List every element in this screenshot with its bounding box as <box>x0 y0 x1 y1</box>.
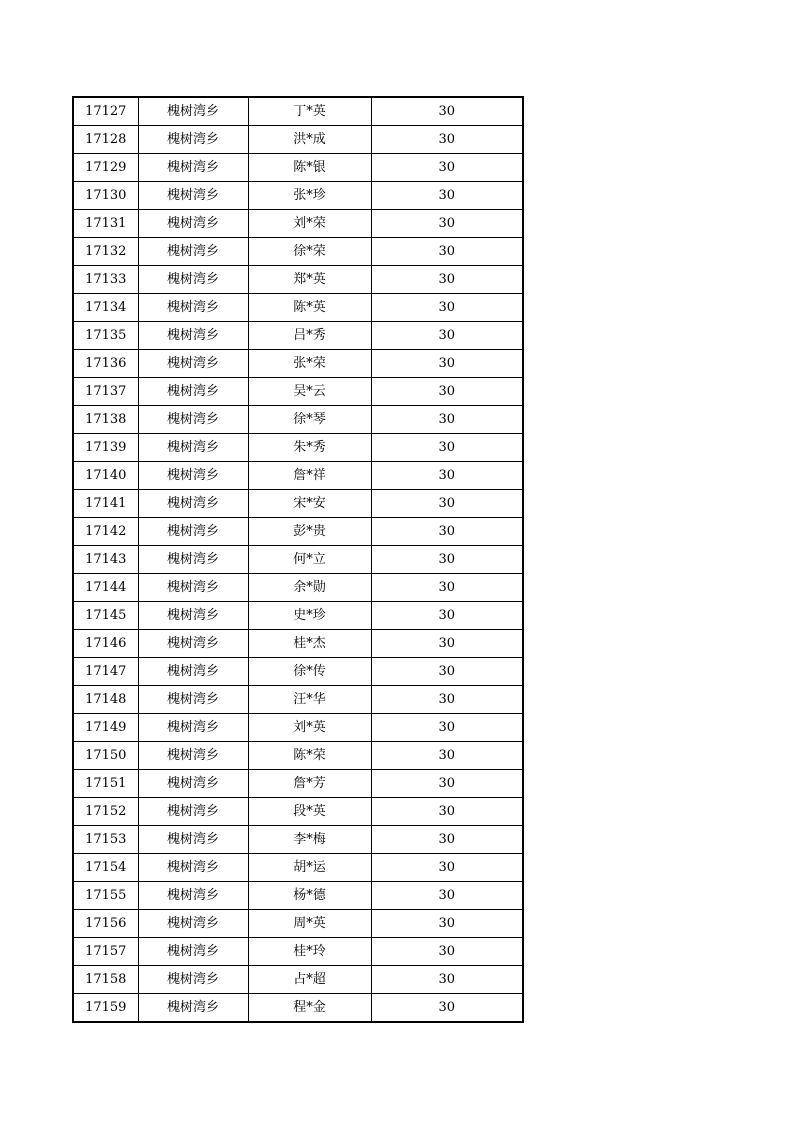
person-name-cell: 何*立 <box>248 546 371 574</box>
amount-cell: 30 <box>371 97 523 126</box>
table-row <box>73 938 523 966</box>
person-name-cell: 程*金 <box>248 994 371 1023</box>
amount-cell: 30 <box>371 490 523 518</box>
amount-cell: 30 <box>371 322 523 350</box>
amount-cell: 30 <box>371 714 523 742</box>
township-cell: 槐树湾乡 <box>138 630 248 658</box>
person-name-cell: 周*英 <box>248 910 371 938</box>
table-row <box>73 546 523 574</box>
person-name-cell: 桂*杰 <box>248 630 371 658</box>
table-row <box>73 182 523 210</box>
table-row <box>73 518 523 546</box>
row-id-cell: 17149 <box>73 714 138 742</box>
township-cell: 槐树湾乡 <box>138 854 248 882</box>
township-cell: 槐树湾乡 <box>138 434 248 462</box>
row-id-cell: 17134 <box>73 294 138 322</box>
row-id-cell: 17137 <box>73 378 138 406</box>
table-row <box>73 658 523 686</box>
table-row <box>73 434 523 462</box>
township-cell: 槐树湾乡 <box>138 322 248 350</box>
row-id-cell: 17139 <box>73 434 138 462</box>
amount-cell: 30 <box>371 350 523 378</box>
amount-cell: 30 <box>371 658 523 686</box>
person-name-cell: 史*珍 <box>248 602 371 630</box>
township-cell: 槐树湾乡 <box>138 966 248 994</box>
person-name-cell: 段*英 <box>248 798 371 826</box>
amount-cell: 30 <box>371 546 523 574</box>
person-name-cell: 陈*荣 <box>248 742 371 770</box>
amount-cell: 30 <box>371 238 523 266</box>
amount-cell: 30 <box>371 518 523 546</box>
township-cell: 槐树湾乡 <box>138 770 248 798</box>
township-cell: 槐树湾乡 <box>138 97 248 126</box>
person-name-cell: 徐*荣 <box>248 238 371 266</box>
township-cell: 槐树湾乡 <box>138 658 248 686</box>
township-cell: 槐树湾乡 <box>138 294 248 322</box>
row-id-cell: 17140 <box>73 462 138 490</box>
amount-cell: 30 <box>371 798 523 826</box>
township-cell: 槐树湾乡 <box>138 574 248 602</box>
table-row <box>73 854 523 882</box>
amount-cell: 30 <box>371 742 523 770</box>
row-id-cell: 17147 <box>73 658 138 686</box>
row-id-cell: 17154 <box>73 854 138 882</box>
township-cell: 槐树湾乡 <box>138 490 248 518</box>
amount-cell: 30 <box>371 602 523 630</box>
township-cell: 槐树湾乡 <box>138 210 248 238</box>
township-cell: 槐树湾乡 <box>138 882 248 910</box>
township-cell: 槐树湾乡 <box>138 686 248 714</box>
township-cell: 槐树湾乡 <box>138 126 248 154</box>
amount-cell: 30 <box>371 434 523 462</box>
amount-cell: 30 <box>371 210 523 238</box>
row-id-cell: 17155 <box>73 882 138 910</box>
township-cell: 槐树湾乡 <box>138 378 248 406</box>
row-id-cell: 17159 <box>73 994 138 1023</box>
row-id-cell: 17136 <box>73 350 138 378</box>
amount-cell: 30 <box>371 182 523 210</box>
table-row <box>73 798 523 826</box>
table-row <box>73 742 523 770</box>
row-id-cell: 17150 <box>73 742 138 770</box>
person-name-cell: 徐*琴 <box>248 406 371 434</box>
table-row <box>73 994 523 1023</box>
row-id-cell: 17142 <box>73 518 138 546</box>
table-row <box>73 966 523 994</box>
amount-cell: 30 <box>371 126 523 154</box>
person-name-cell: 宋*安 <box>248 490 371 518</box>
table-row <box>73 686 523 714</box>
table-row <box>73 238 523 266</box>
amount-cell: 30 <box>371 266 523 294</box>
amount-cell: 30 <box>371 686 523 714</box>
amount-cell: 30 <box>371 154 523 182</box>
person-name-cell: 徐*传 <box>248 658 371 686</box>
township-cell: 槐树湾乡 <box>138 910 248 938</box>
person-name-cell: 郑*英 <box>248 266 371 294</box>
person-name-cell: 占*超 <box>248 966 371 994</box>
table-row <box>73 210 523 238</box>
table-row <box>73 406 523 434</box>
row-id-cell: 17135 <box>73 322 138 350</box>
table-row <box>73 910 523 938</box>
person-name-cell: 李*梅 <box>248 826 371 854</box>
amount-cell: 30 <box>371 826 523 854</box>
township-cell: 槐树湾乡 <box>138 546 248 574</box>
township-cell: 槐树湾乡 <box>138 154 248 182</box>
person-name-cell: 张*珍 <box>248 182 371 210</box>
table-row <box>73 126 523 154</box>
row-id-cell: 17138 <box>73 406 138 434</box>
person-name-cell: 詹*祥 <box>248 462 371 490</box>
person-name-cell: 吴*云 <box>248 378 371 406</box>
row-id-cell: 17156 <box>73 910 138 938</box>
row-id-cell: 17131 <box>73 210 138 238</box>
person-name-cell: 余*勋 <box>248 574 371 602</box>
table-row <box>73 294 523 322</box>
amount-cell: 30 <box>371 854 523 882</box>
person-name-cell: 汪*华 <box>248 686 371 714</box>
township-cell: 槐树湾乡 <box>138 742 248 770</box>
table-row <box>73 826 523 854</box>
township-cell: 槐树湾乡 <box>138 602 248 630</box>
row-id-cell: 17130 <box>73 182 138 210</box>
amount-cell: 30 <box>371 294 523 322</box>
person-name-cell: 朱*秀 <box>248 434 371 462</box>
amount-cell: 30 <box>371 994 523 1023</box>
row-id-cell: 17141 <box>73 490 138 518</box>
amount-cell: 30 <box>371 770 523 798</box>
person-name-cell: 丁*英 <box>248 97 371 126</box>
row-id-cell: 17152 <box>73 798 138 826</box>
amount-cell: 30 <box>371 910 523 938</box>
table-row <box>73 714 523 742</box>
row-id-cell: 17148 <box>73 686 138 714</box>
person-name-cell: 刘*英 <box>248 714 371 742</box>
amount-cell: 30 <box>371 630 523 658</box>
data-table <box>72 96 524 1023</box>
table-row <box>73 770 523 798</box>
township-cell: 槐树湾乡 <box>138 938 248 966</box>
row-id-cell: 17146 <box>73 630 138 658</box>
person-name-cell: 陈*英 <box>248 294 371 322</box>
table-body <box>73 97 523 1022</box>
township-cell: 槐树湾乡 <box>138 518 248 546</box>
person-name-cell: 洪*成 <box>248 126 371 154</box>
amount-cell: 30 <box>371 574 523 602</box>
person-name-cell: 桂*玲 <box>248 938 371 966</box>
table-row <box>73 322 523 350</box>
amount-cell: 30 <box>371 938 523 966</box>
township-cell: 槐树湾乡 <box>138 238 248 266</box>
township-cell: 槐树湾乡 <box>138 462 248 490</box>
person-name-cell: 吕*秀 <box>248 322 371 350</box>
table-row <box>73 602 523 630</box>
row-id-cell: 17158 <box>73 966 138 994</box>
township-cell: 槐树湾乡 <box>138 266 248 294</box>
row-id-cell: 17144 <box>73 574 138 602</box>
person-name-cell: 杨*德 <box>248 882 371 910</box>
table-row <box>73 630 523 658</box>
township-cell: 槐树湾乡 <box>138 714 248 742</box>
row-id-cell: 17143 <box>73 546 138 574</box>
person-name-cell: 张*荣 <box>248 350 371 378</box>
table-row <box>73 882 523 910</box>
table-row <box>73 154 523 182</box>
township-cell: 槐树湾乡 <box>138 798 248 826</box>
table-row <box>73 350 523 378</box>
person-name-cell: 刘*荣 <box>248 210 371 238</box>
row-id-cell: 17127 <box>73 97 138 126</box>
person-name-cell: 彭*贵 <box>248 518 371 546</box>
amount-cell: 30 <box>371 378 523 406</box>
amount-cell: 30 <box>371 462 523 490</box>
table-row <box>73 378 523 406</box>
row-id-cell: 17132 <box>73 238 138 266</box>
person-name-cell: 胡*运 <box>248 854 371 882</box>
township-cell: 槐树湾乡 <box>138 406 248 434</box>
amount-cell: 30 <box>371 882 523 910</box>
table-row <box>73 266 523 294</box>
amount-cell: 30 <box>371 406 523 434</box>
row-id-cell: 17128 <box>73 126 138 154</box>
table-row <box>73 462 523 490</box>
township-cell: 槐树湾乡 <box>138 994 248 1023</box>
row-id-cell: 17133 <box>73 266 138 294</box>
row-id-cell: 17129 <box>73 154 138 182</box>
row-id-cell: 17145 <box>73 602 138 630</box>
table-row <box>73 490 523 518</box>
row-id-cell: 17153 <box>73 826 138 854</box>
person-name-cell: 詹*芳 <box>248 770 371 798</box>
person-name-cell: 陈*银 <box>248 154 371 182</box>
row-id-cell: 17151 <box>73 770 138 798</box>
township-cell: 槐树湾乡 <box>138 826 248 854</box>
table-row <box>73 97 523 126</box>
row-id-cell: 17157 <box>73 938 138 966</box>
township-cell: 槐树湾乡 <box>138 350 248 378</box>
amount-cell: 30 <box>371 966 523 994</box>
township-cell: 槐树湾乡 <box>138 182 248 210</box>
table-row <box>73 574 523 602</box>
